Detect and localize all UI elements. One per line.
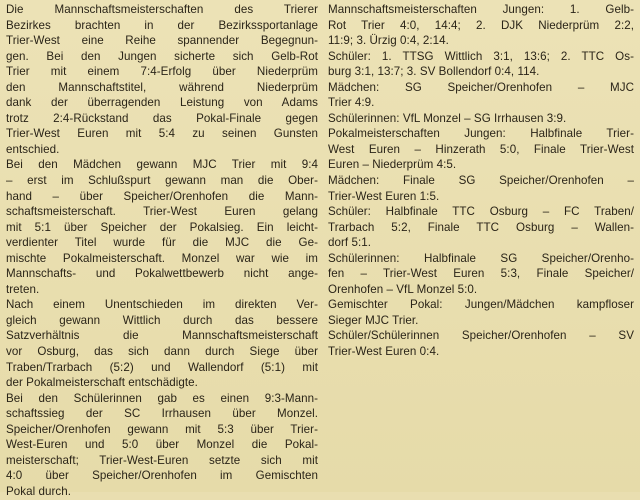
text-line: den Mannschaftstitel, während Niederprüm bbox=[6, 80, 318, 94]
right-paragraph bbox=[328, 173, 634, 204]
text-line: Trarbach 5:2, Finale TTC Osburg – Wallen- bbox=[328, 220, 634, 234]
left-paragraph bbox=[6, 391, 318, 500]
text-line: Trier-West Euren 1:5. bbox=[328, 189, 440, 203]
text-line: Schüler: 1. TTSG Wittlich 3:1, 13:6; 2. TTC Os- bbox=[328, 49, 634, 63]
text-line: Trier-West Euren 0:4. bbox=[328, 345, 440, 359]
text-line: Nach einem Unentschieden im direkten Ver- bbox=[6, 298, 318, 312]
text-line: West-Euren und 5:0 über Monzel die Pokal- bbox=[6, 438, 318, 452]
right-paragraph bbox=[328, 328, 634, 359]
right-paragraph bbox=[328, 251, 634, 298]
text-line: entschied. bbox=[6, 142, 60, 156]
text-line: Schüler/Schülerinnen Speicher/Orenhofen – SV bbox=[328, 329, 634, 343]
text-line: trotz 2:4-Rückstand das Pokal-Finale gegen bbox=[6, 111, 318, 125]
text-line: Bezirkes brachten in der Bezirkssportanlage bbox=[6, 18, 318, 32]
text-line: Schülerinnen: VfL Monzel – SG Irrhausen 3:9. bbox=[328, 111, 567, 125]
right-paragraph bbox=[328, 49, 634, 80]
text-line: der Pokalmeisterschaft entschädigte. bbox=[6, 376, 198, 390]
text-line: Mädchen: SG Speicher/Orenhofen – MJC bbox=[328, 80, 634, 94]
left-paragraph bbox=[6, 297, 318, 390]
left-paragraph bbox=[6, 157, 318, 297]
text-line: Orenhofen – VfL Monzel 5:0. bbox=[328, 282, 478, 296]
text-line: Schüler: Halbfinale TTC Osburg – FC Traben/ bbox=[328, 205, 634, 219]
text-line: fen – Trier-West Euren 5:3, Finale Speicher/ bbox=[328, 267, 634, 281]
right-paragraph bbox=[328, 297, 634, 328]
text-line: hand – über Speicher/Orenhofen die Mann- bbox=[6, 189, 318, 203]
left-paragraph bbox=[6, 2, 318, 157]
text-line: gleich gewann Wittlich durch das bessere bbox=[6, 313, 318, 327]
right-paragraph bbox=[328, 2, 634, 49]
text-line: mit 5:1 über Speicher der Pokalsieg. Ein leicht- bbox=[6, 220, 318, 234]
text-line: Trier-West Euren mit 5:4 zu seinen Gunsten bbox=[6, 127, 318, 141]
text-line: meisterschaft; Trier-West-Euren setzte sich mit bbox=[6, 453, 318, 467]
text-line: dorf 5:1. bbox=[328, 236, 371, 250]
text-line: Speicher/Orenhofen gewann mit 5:3 über Trier- bbox=[6, 422, 318, 436]
text-line: vor Osburg, das sich dann durch Siege über bbox=[6, 345, 318, 359]
text-line: Trier 4:9. bbox=[328, 96, 375, 110]
text-line: Trier-West eine Reihe spannender Begegnun- bbox=[6, 34, 318, 48]
text-line: 11:9; 3. Ürzig 0:4, 2:14. bbox=[328, 34, 449, 48]
text-line: schaftsmeisterschaft. Trier-West Euren gelang bbox=[6, 205, 318, 219]
text-line: Pokal durch. bbox=[6, 484, 72, 498]
right-paragraph bbox=[328, 204, 634, 251]
text-line: Gemischter Pokal: Jungen/Mädchen kampfloser bbox=[328, 298, 634, 312]
text-line: dank der überragenden Leistung von Adams bbox=[6, 96, 318, 110]
text-line: schaftssieg der SC Irrhausen über Monzel. bbox=[6, 407, 318, 421]
text-line: Pokalmeisterschaften Jungen: Halbfinale Trier- bbox=[328, 127, 634, 141]
text-line: burg 3:1, 13:7; 3. SV Bollendorf 0:4, 114. bbox=[328, 65, 540, 79]
text-line: West Euren – Hinzerath 5:0, Finale Trier-West bbox=[328, 142, 634, 156]
text-line: Trier mit einem 7:4-Erfolg über Niederprüm bbox=[6, 65, 318, 79]
text-line: mischte Pokalmeisterschaft. Monzel war wie im bbox=[6, 251, 318, 265]
text-line: Bei den Schülerinnen gab es einen 9:3-Mann- bbox=[6, 391, 318, 405]
text-line: – erst im Schlußspurt gewann man die Ober- bbox=[6, 174, 318, 188]
right-paragraph bbox=[328, 80, 634, 111]
left-column bbox=[6, 2, 318, 500]
text-line: verdienter Titel wurde für die MJC die Ge- bbox=[6, 236, 318, 250]
text-line: Mannschaftsmeisterschaften Jungen: 1. Gelb- bbox=[328, 3, 634, 16]
text-line: Euren – Niederprüm 4:5. bbox=[328, 158, 457, 172]
text-line: 4:0 über Speicher/Orenhofen im Gemischten bbox=[6, 469, 318, 483]
right-paragraph bbox=[328, 126, 634, 173]
text-line: Mädchen: Finale SG Speicher/Orenhofen – bbox=[328, 174, 634, 188]
text-line: Traben/Trarbach (5:2) und Wallendorf (5:1) mit bbox=[6, 360, 318, 374]
text-line: Mannschafts- und Pokalwettbewerb nicht ange- bbox=[6, 267, 318, 281]
text-line: Schülerinnen: Halbfinale SG Speicher/Orenho- bbox=[328, 251, 634, 265]
text-line: Sieger MJC Trier. bbox=[328, 313, 419, 327]
text-line: gen. Bei den Jungen sicherte sich Gelb-Rot bbox=[6, 49, 318, 63]
right-column bbox=[328, 2, 634, 360]
right-paragraph bbox=[328, 111, 634, 127]
text-line: Satzverhältnis die Mannschaftsmeisterschaft bbox=[6, 329, 318, 343]
text-line: Bei den Mädchen gewann MJC Trier mit 9:4 bbox=[6, 158, 318, 172]
text-line: Rot Trier 4:0, 14:4; 2. DJK Niederprüm 2:2, bbox=[328, 18, 634, 32]
text-line: treten. bbox=[6, 282, 40, 296]
text-line: Die Mannschaftsmeisterschaften des Trierer bbox=[6, 3, 318, 16]
